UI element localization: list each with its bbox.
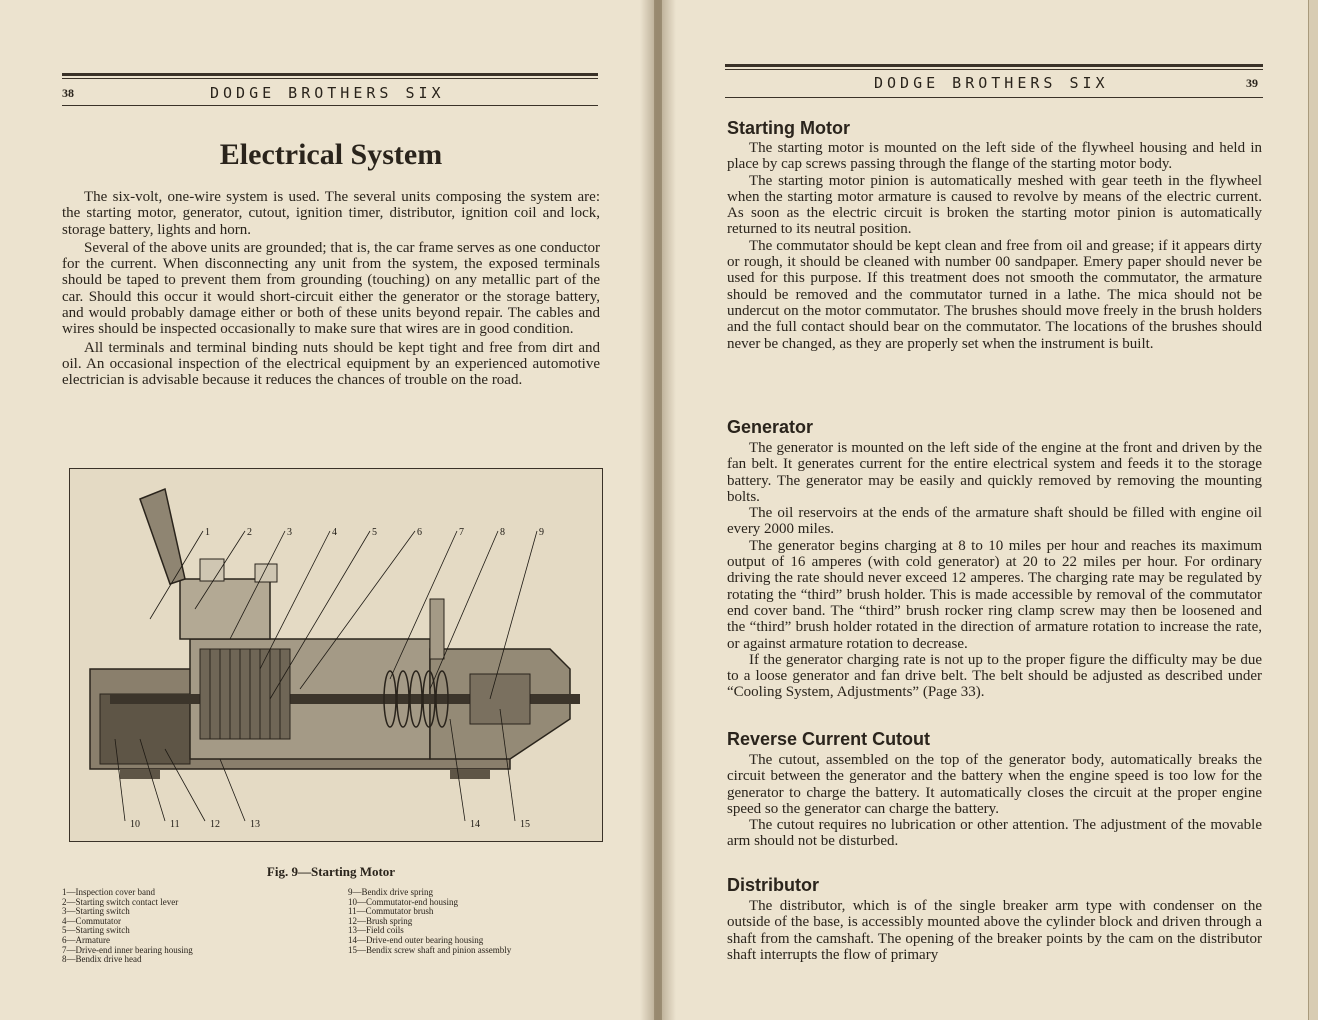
- legend-item: 2—Starting switch contact lever: [62, 896, 179, 907]
- starting-motor-illustration: [70, 469, 602, 841]
- section-body: [727, 440, 1262, 701]
- header-rule-top-thin: [725, 69, 1263, 70]
- figure-legend-right: [348, 888, 511, 955]
- legend-item: 8—Bendix drive head: [62, 954, 142, 965]
- callout-label: 8: [500, 527, 505, 538]
- running-header: DODGE BROTHERS SIX: [874, 74, 1109, 92]
- legend-item: 4—Commutator: [62, 915, 121, 926]
- mounting-flange: [430, 599, 444, 659]
- callout-label: 1: [205, 527, 210, 538]
- callout-label: 11: [170, 819, 180, 830]
- paragraph: The oil reservoirs at the ends of the armature shaft should be filled with engine oil every 2000 miles.: [727, 505, 1262, 538]
- section-heading: Starting Motor: [727, 118, 850, 138]
- paragraph: The generator begins charging at 8 to 10 miles per hour and reaches its maximum output of 16 amperes (with cold generator) at 20 to 22 miles per hour. For ordinary driving the rate should never exceed 12 amperes. The charging rate may be regulated by rotating the “third” brush holder. This is made accessible by removal of the commutator end cover band. The “third” brush rocker ring clamp screw may then be loosened and the “third” brush holder rotated in the direction of armature rotation to increase the rate, or against armature rotation to decrease.: [727, 537, 1262, 652]
- starting-motor-figure: [69, 468, 603, 842]
- callout-label: 9: [539, 527, 544, 538]
- callout-label: 12: [210, 819, 220, 830]
- left-body-text: [62, 189, 600, 389]
- page-number: 38: [62, 86, 74, 100]
- paragraph: The cutout, assembled on the top of the generator body, automatically breaks the circuit between the generator and the battery when the engine speed is too low for the generator to charge the battery. It automatically closes the circuit at the proper engine speed so the generator can charge the battery.: [727, 752, 1262, 817]
- paragraph: All terminals and terminal binding nuts should be kept tight and free from dirt and oil. An occasional inspection of the electrical equipment by an experienced automotive electrician is advisable because it reduces the chances of trouble on the road.: [62, 339, 600, 389]
- callout-label: 4: [332, 527, 337, 538]
- book-gutter: [640, 0, 676, 1020]
- legend-item: 12—Brush spring: [348, 915, 413, 926]
- section-heading: Reverse Current Cutout: [727, 729, 931, 749]
- callout-label: 7: [459, 527, 464, 538]
- callout-label: 5: [372, 527, 377, 538]
- left-page: [0, 0, 654, 1020]
- pinion: [470, 674, 530, 724]
- header-rule-top: [62, 73, 598, 76]
- paragraph: The cutout requires no lubrication or other attention. The adjustment of the movable arm should not be disturbed.: [727, 817, 1262, 850]
- section-heading: Distributor: [727, 875, 819, 895]
- header-rule-bottom: [62, 105, 598, 106]
- paragraph: The distributor, which is of the single breaker arm type with condenser on the outside of the base, is accessibly mounted above the cylinder block and driven through a shaft from the camshaft. The opening of the breaker points by the cam on the distributor shaft interrupts the flow of primary: [727, 898, 1262, 963]
- page-number: 39: [1246, 76, 1258, 90]
- paragraph: Several of the above units are grounded; that is, the car frame serves as one conductor for the current. When disconnecting any unit from the system, the exposed terminals should be taped to prevent them from grounding (touching) on any metallic part of the car. Should this occur it would short-circuit either the generator or the storage battery, and would probably damage either or both of these units beyond repair. The cables and wires should be inspected occasionally to make sure that wires are in good condition.: [62, 239, 600, 338]
- header-rule-bottom: [725, 97, 1263, 98]
- paragraph: If the generator charging rate is not up to the proper figure the difficulty may be due to a loose generator and fan drive belt. The belt should be adjusted as described under “Cooling System, Adjustments” (Page 33).: [727, 651, 1262, 701]
- paragraph: The commutator should be kept clean and free from oil and grease; if it appears dirty or rough, it should be cleaned with number 00 sandpaper. Emery paper should never be used for this purpose. If this treatment does not smooth the commutator, the armature should be removed and the commutator turned in a lathe. The mica should not be undercut on the motor commutator. The brushes should move freely in the brush holders and the full contact should bear on the commutator. The locations of the brushes should never be changed, as they are properly set when the instrument is built.: [727, 237, 1262, 352]
- callout-label: 10: [130, 819, 140, 830]
- legend-item: 3—Starting switch: [62, 906, 130, 917]
- chapter-title: Electrical System: [219, 138, 443, 171]
- legend-item: 15—Bendix screw shaft and pinion assembly: [348, 944, 512, 955]
- legend-item: 7—Drive-end inner bearing housing: [62, 944, 193, 955]
- starting-switch: [180, 579, 270, 639]
- callout-label: 2: [247, 527, 252, 538]
- paragraph: The generator is mounted on the left side of the engine at the front and driven by the fan belt. It generates current for the entire electrical system and feeds it to the storage battery. The generator may be easily and quickly removed by removing the mounting bolts.: [727, 440, 1262, 505]
- section-body: [727, 752, 1262, 850]
- paragraph: The starting motor is mounted on the left side of the flywheel housing and held in place by cap screws passing through the flange of the starting motor body.: [727, 140, 1262, 173]
- legend-item: 11—Commutator brush: [348, 906, 434, 917]
- header-rule-top-thin: [62, 78, 598, 79]
- legend-item: 13—Field coils: [348, 925, 404, 936]
- base-foot: [450, 769, 490, 779]
- legend-item: 5—Starting switch: [62, 925, 130, 936]
- figure-legend-left: [62, 888, 193, 965]
- armature: [200, 649, 290, 739]
- callout-label: 14: [470, 819, 480, 830]
- callout-label: 6: [417, 527, 422, 538]
- header-rule-top: [725, 64, 1263, 67]
- legend-item: 9—Bendix drive spring: [348, 887, 433, 897]
- paragraph: The six-volt, one-wire system is used. The several units composing the system are: the starting motor, generator, cutout, ignition timer, distributor, ignition coil and lock, storage battery, lights and horn.: [62, 189, 600, 238]
- paragraph: The starting motor pinion is automatically meshed with gear teeth in the flywheel when the starting motor armature is caused to revolve by means of the electric current. As soon as the electric circuit is broken the starting motor pinion is automatically returned to its neutral position.: [727, 172, 1262, 238]
- legend-item: 1—Inspection cover band: [62, 887, 155, 897]
- legend-item: 10—Commutator-end housing: [348, 896, 459, 907]
- legend-item: 14—Drive-end outer bearing housing: [348, 934, 484, 945]
- page-edge: [1308, 0, 1318, 1020]
- switch-contact-lever: [140, 489, 185, 584]
- legend-item: 6—Armature: [62, 934, 110, 945]
- section-body: [727, 898, 1262, 963]
- figure-caption: Fig. 9—Starting Motor: [266, 864, 396, 879]
- callout-label: 13: [250, 819, 260, 830]
- callout-label: 3: [287, 527, 292, 538]
- commutator-end-housing: [100, 694, 190, 764]
- section-heading: Generator: [727, 417, 814, 437]
- callout-label: 15: [520, 819, 530, 830]
- running-header: DODGE BROTHERS SIX: [210, 84, 445, 102]
- switch-terminal: [255, 564, 277, 582]
- base-foot: [120, 769, 160, 779]
- section-body: [727, 140, 1262, 352]
